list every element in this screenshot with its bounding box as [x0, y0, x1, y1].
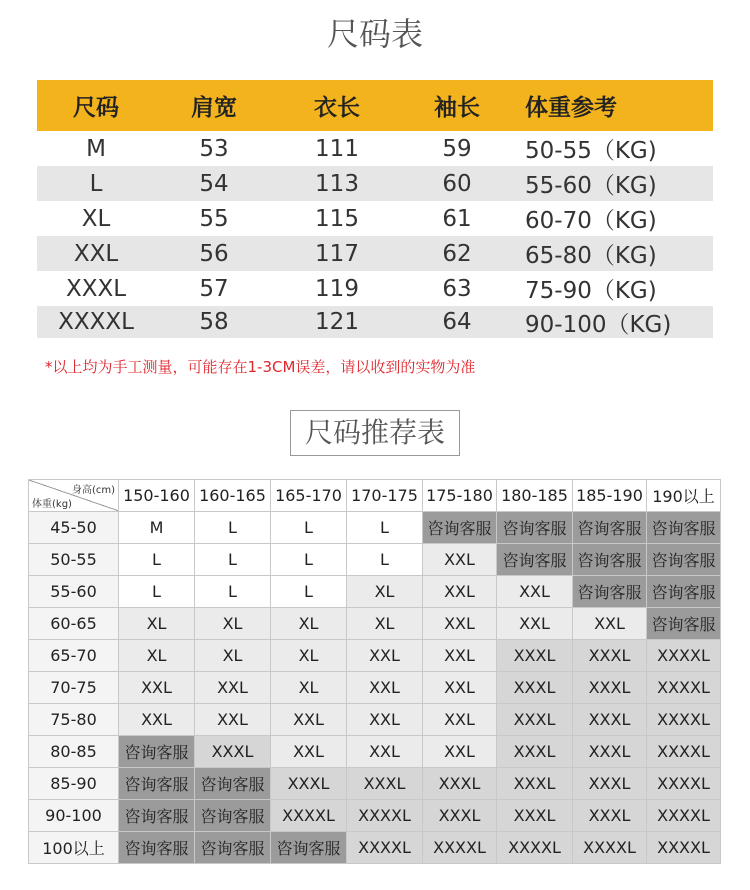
size-chart-header-row: [37, 80, 713, 131]
shoulder-cell: 53: [199, 135, 229, 162]
recommend-size-cell: L: [347, 544, 423, 576]
size-chart-row: [37, 166, 713, 201]
size-chart-table: [37, 80, 713, 338]
shoulder-cell: 57: [199, 275, 229, 302]
table-row: [29, 640, 721, 672]
recommend-table-title: 尺码推荐表: [290, 410, 460, 456]
height-column-header: 190以上: [647, 480, 721, 512]
weight-row-header: 90-100: [29, 800, 119, 832]
recommend-size-cell: 咨询客服: [271, 832, 347, 864]
recommend-size-cell: XXXXL: [347, 800, 423, 832]
size-cell: XXXL: [65, 275, 127, 302]
recommend-size-cell: L: [271, 576, 347, 608]
weight-row-header: 60-65: [29, 608, 119, 640]
header-weight: 体重参考: [525, 95, 617, 121]
size-chart-row: [37, 201, 713, 236]
recommend-size-cell: XXXL: [497, 768, 573, 800]
weight-cell: 75-90（KG): [525, 278, 657, 304]
recommend-size-cell: 咨询客服: [497, 512, 573, 544]
recommend-size-cell: XXL: [271, 704, 347, 736]
header-size: 尺码: [73, 95, 119, 121]
recommend-size-cell: XXXL: [573, 704, 647, 736]
height-column-header: 180-185: [497, 480, 573, 512]
height-column-header: 160-165: [195, 480, 271, 512]
recommend-size-cell: 咨询客服: [195, 832, 271, 864]
weight-cell: 55-60（KG): [525, 173, 657, 199]
size-cell: M: [86, 135, 106, 162]
size-chart-row: [37, 236, 713, 271]
recommend-size-cell: 咨询客服: [119, 768, 195, 800]
recommend-size-cell: XXXXL: [647, 640, 721, 672]
recommend-size-cell: XXL: [497, 576, 573, 608]
table-row: [29, 608, 721, 640]
table-row: [29, 576, 721, 608]
recommend-size-cell: XXXL: [497, 672, 573, 704]
sleeve-cell: 62: [442, 240, 472, 267]
recommend-size-cell: 咨询客服: [573, 544, 647, 576]
height-axis-label: 身高(cm): [71, 485, 115, 496]
recommend-size-cell: XXL: [119, 672, 195, 704]
recommend-size-cell: XXXXL: [271, 800, 347, 832]
weight-cell: 65-80（KG): [525, 243, 657, 269]
recommend-size-cell: 咨询客服: [119, 832, 195, 864]
recommend-size-cell: XXL: [423, 704, 497, 736]
recommend-size-cell: XXXXL: [647, 768, 721, 800]
weight-axis-label: 体重(kg): [32, 499, 72, 510]
header-sleeve: 袖长: [434, 95, 480, 121]
length-cell: 115: [315, 205, 359, 232]
recommend-size-cell: XXL: [195, 672, 271, 704]
recommend-size-cell: XXL: [573, 608, 647, 640]
recommend-size-cell: XXXL: [271, 768, 347, 800]
shoulder-cell: 56: [199, 240, 229, 267]
recommend-size-cell: XXXL: [497, 640, 573, 672]
recommend-size-cell: XXL: [497, 608, 573, 640]
recommend-size-cell: XXXL: [497, 736, 573, 768]
table-row: [29, 544, 721, 576]
recommend-size-cell: XXL: [347, 704, 423, 736]
recommend-size-cell: XL: [347, 608, 423, 640]
size-chart-row: [37, 131, 713, 166]
recommend-size-cell: L: [195, 512, 271, 544]
recommend-size-cell: XL: [271, 608, 347, 640]
table-row: [29, 800, 721, 832]
length-cell: 117: [315, 240, 359, 267]
recommend-size-cell: XXL: [423, 736, 497, 768]
recommend-size-cell: XXXL: [573, 800, 647, 832]
length-cell: 121: [315, 309, 359, 335]
sleeve-cell: 61: [442, 205, 472, 232]
weight-row-header: 65-70: [29, 640, 119, 672]
recommend-size-cell: XXXXL: [573, 832, 647, 864]
weight-row-header: 100以上: [29, 832, 119, 864]
table-row: [29, 512, 721, 544]
recommend-size-cell: 咨询客服: [497, 544, 573, 576]
sleeve-cell: 63: [442, 275, 472, 302]
corner-cell: [29, 480, 119, 512]
recommend-size-cell: L: [119, 544, 195, 576]
recommend-size-cell: 咨询客服: [195, 800, 271, 832]
weight-cell: 60-70（KG): [525, 208, 657, 234]
recommend-size-cell: 咨询客服: [647, 544, 721, 576]
recommend-size-cell: XXL: [347, 672, 423, 704]
recommend-size-cell: XXXXL: [647, 736, 721, 768]
recommend-size-cell: 咨询客服: [647, 512, 721, 544]
header-shoulder: 肩宽: [191, 95, 237, 121]
size-recommend-table: [28, 479, 721, 864]
height-column-header: 175-180: [423, 480, 497, 512]
recommend-size-cell: XXL: [347, 640, 423, 672]
recommend-size-cell: L: [271, 544, 347, 576]
recommend-size-cell: M: [119, 512, 195, 544]
header-length: 衣长: [314, 95, 360, 121]
recommend-size-cell: 咨询客服: [573, 576, 647, 608]
size-cell: XL: [81, 205, 111, 232]
weight-row-header: 85-90: [29, 768, 119, 800]
height-column-header: 185-190: [573, 480, 647, 512]
recommend-size-cell: XXXL: [573, 672, 647, 704]
recommend-size-cell: XXXL: [573, 640, 647, 672]
recommend-size-cell: 咨询客服: [647, 576, 721, 608]
recommend-size-cell: XXXL: [423, 800, 497, 832]
recommend-size-cell: XL: [195, 640, 271, 672]
recommend-size-cell: XXL: [423, 672, 497, 704]
recommend-size-cell: XXXXL: [347, 832, 423, 864]
recommend-size-cell: XXL: [347, 736, 423, 768]
recommend-size-cell: XL: [119, 608, 195, 640]
recommend-size-cell: L: [271, 512, 347, 544]
recommend-size-cell: XXXXL: [647, 704, 721, 736]
recommend-size-cell: 咨询客服: [573, 512, 647, 544]
recommend-size-cell: XL: [119, 640, 195, 672]
recommend-size-cell: 咨询客服: [119, 736, 195, 768]
recommend-size-cell: XXL: [423, 640, 497, 672]
recommend-size-cell: XXL: [423, 544, 497, 576]
recommend-size-cell: XXXL: [195, 736, 271, 768]
weight-row-header: 55-60: [29, 576, 119, 608]
recommend-size-cell: L: [195, 576, 271, 608]
recommend-size-cell: XXXL: [573, 736, 647, 768]
recommend-size-cell: XXXXL: [497, 832, 573, 864]
weight-row-header: 75-80: [29, 704, 119, 736]
recommend-size-cell: XXXL: [573, 768, 647, 800]
length-cell: 119: [315, 275, 359, 302]
size-cell: XXL: [73, 240, 119, 267]
recommend-size-cell: XL: [271, 640, 347, 672]
table-row: [29, 672, 721, 704]
length-cell: 111: [315, 135, 359, 162]
height-column-header: 150-160: [119, 480, 195, 512]
size-cell: L: [89, 170, 103, 197]
weight-row-header: 80-85: [29, 736, 119, 768]
recommend-size-cell: 咨询客服: [119, 800, 195, 832]
recommend-size-cell: XXL: [423, 576, 497, 608]
recommend-size-cell: XL: [271, 672, 347, 704]
weight-cell: 90-100（KG): [525, 311, 672, 338]
weight-cell: 50-55（KG): [525, 138, 657, 164]
weight-row-header: 50-55: [29, 544, 119, 576]
sleeve-cell: 64: [442, 309, 472, 335]
length-cell: 113: [315, 170, 359, 197]
recommend-size-cell: L: [195, 544, 271, 576]
sleeve-cell: 60: [442, 170, 472, 197]
shoulder-cell: 55: [199, 205, 229, 232]
table-row: [29, 768, 721, 800]
recommend-size-cell: XL: [347, 576, 423, 608]
shoulder-cell: 58: [199, 309, 229, 335]
recommend-size-cell: XL: [195, 608, 271, 640]
recommend-size-cell: XXXXL: [647, 832, 721, 864]
size-chart-title: 尺码表: [326, 15, 423, 53]
recommend-size-cell: 咨询客服: [647, 608, 721, 640]
weight-row-header: 45-50: [29, 512, 119, 544]
table-row: [29, 736, 721, 768]
recommend-size-cell: L: [347, 512, 423, 544]
size-chart-row: [37, 271, 713, 306]
recommend-size-cell: XXXXL: [647, 672, 721, 704]
recommend-size-cell: XXL: [195, 704, 271, 736]
size-cell: XXXXL: [58, 309, 134, 335]
recommend-size-cell: XXL: [271, 736, 347, 768]
size-chart-row: [37, 306, 713, 338]
height-column-header: 165-170: [271, 480, 347, 512]
recommend-size-cell: XXXXL: [647, 800, 721, 832]
shoulder-cell: 54: [199, 170, 229, 197]
recommend-size-cell: L: [119, 576, 195, 608]
recommend-size-cell: 咨询客服: [423, 512, 497, 544]
recommend-size-cell: XXXL: [497, 704, 573, 736]
recommend-size-cell: XXL: [119, 704, 195, 736]
recommend-size-cell: 咨询客服: [195, 768, 271, 800]
recommend-size-cell: XXL: [423, 608, 497, 640]
recommend-size-cell: XXXXL: [423, 832, 497, 864]
sleeve-cell: 59: [442, 135, 472, 162]
recommend-size-cell: XXXL: [347, 768, 423, 800]
table-row: [29, 704, 721, 736]
height-column-header: 170-175: [347, 480, 423, 512]
recommend-size-cell: XXXL: [423, 768, 497, 800]
weight-row-header: 70-75: [29, 672, 119, 704]
measurement-note: *以上均为手工测量，可能存在1-3CM误差，请以收到的实物为准: [45, 358, 476, 376]
table-row: [29, 832, 721, 864]
recommend-size-cell: XXXL: [497, 800, 573, 832]
